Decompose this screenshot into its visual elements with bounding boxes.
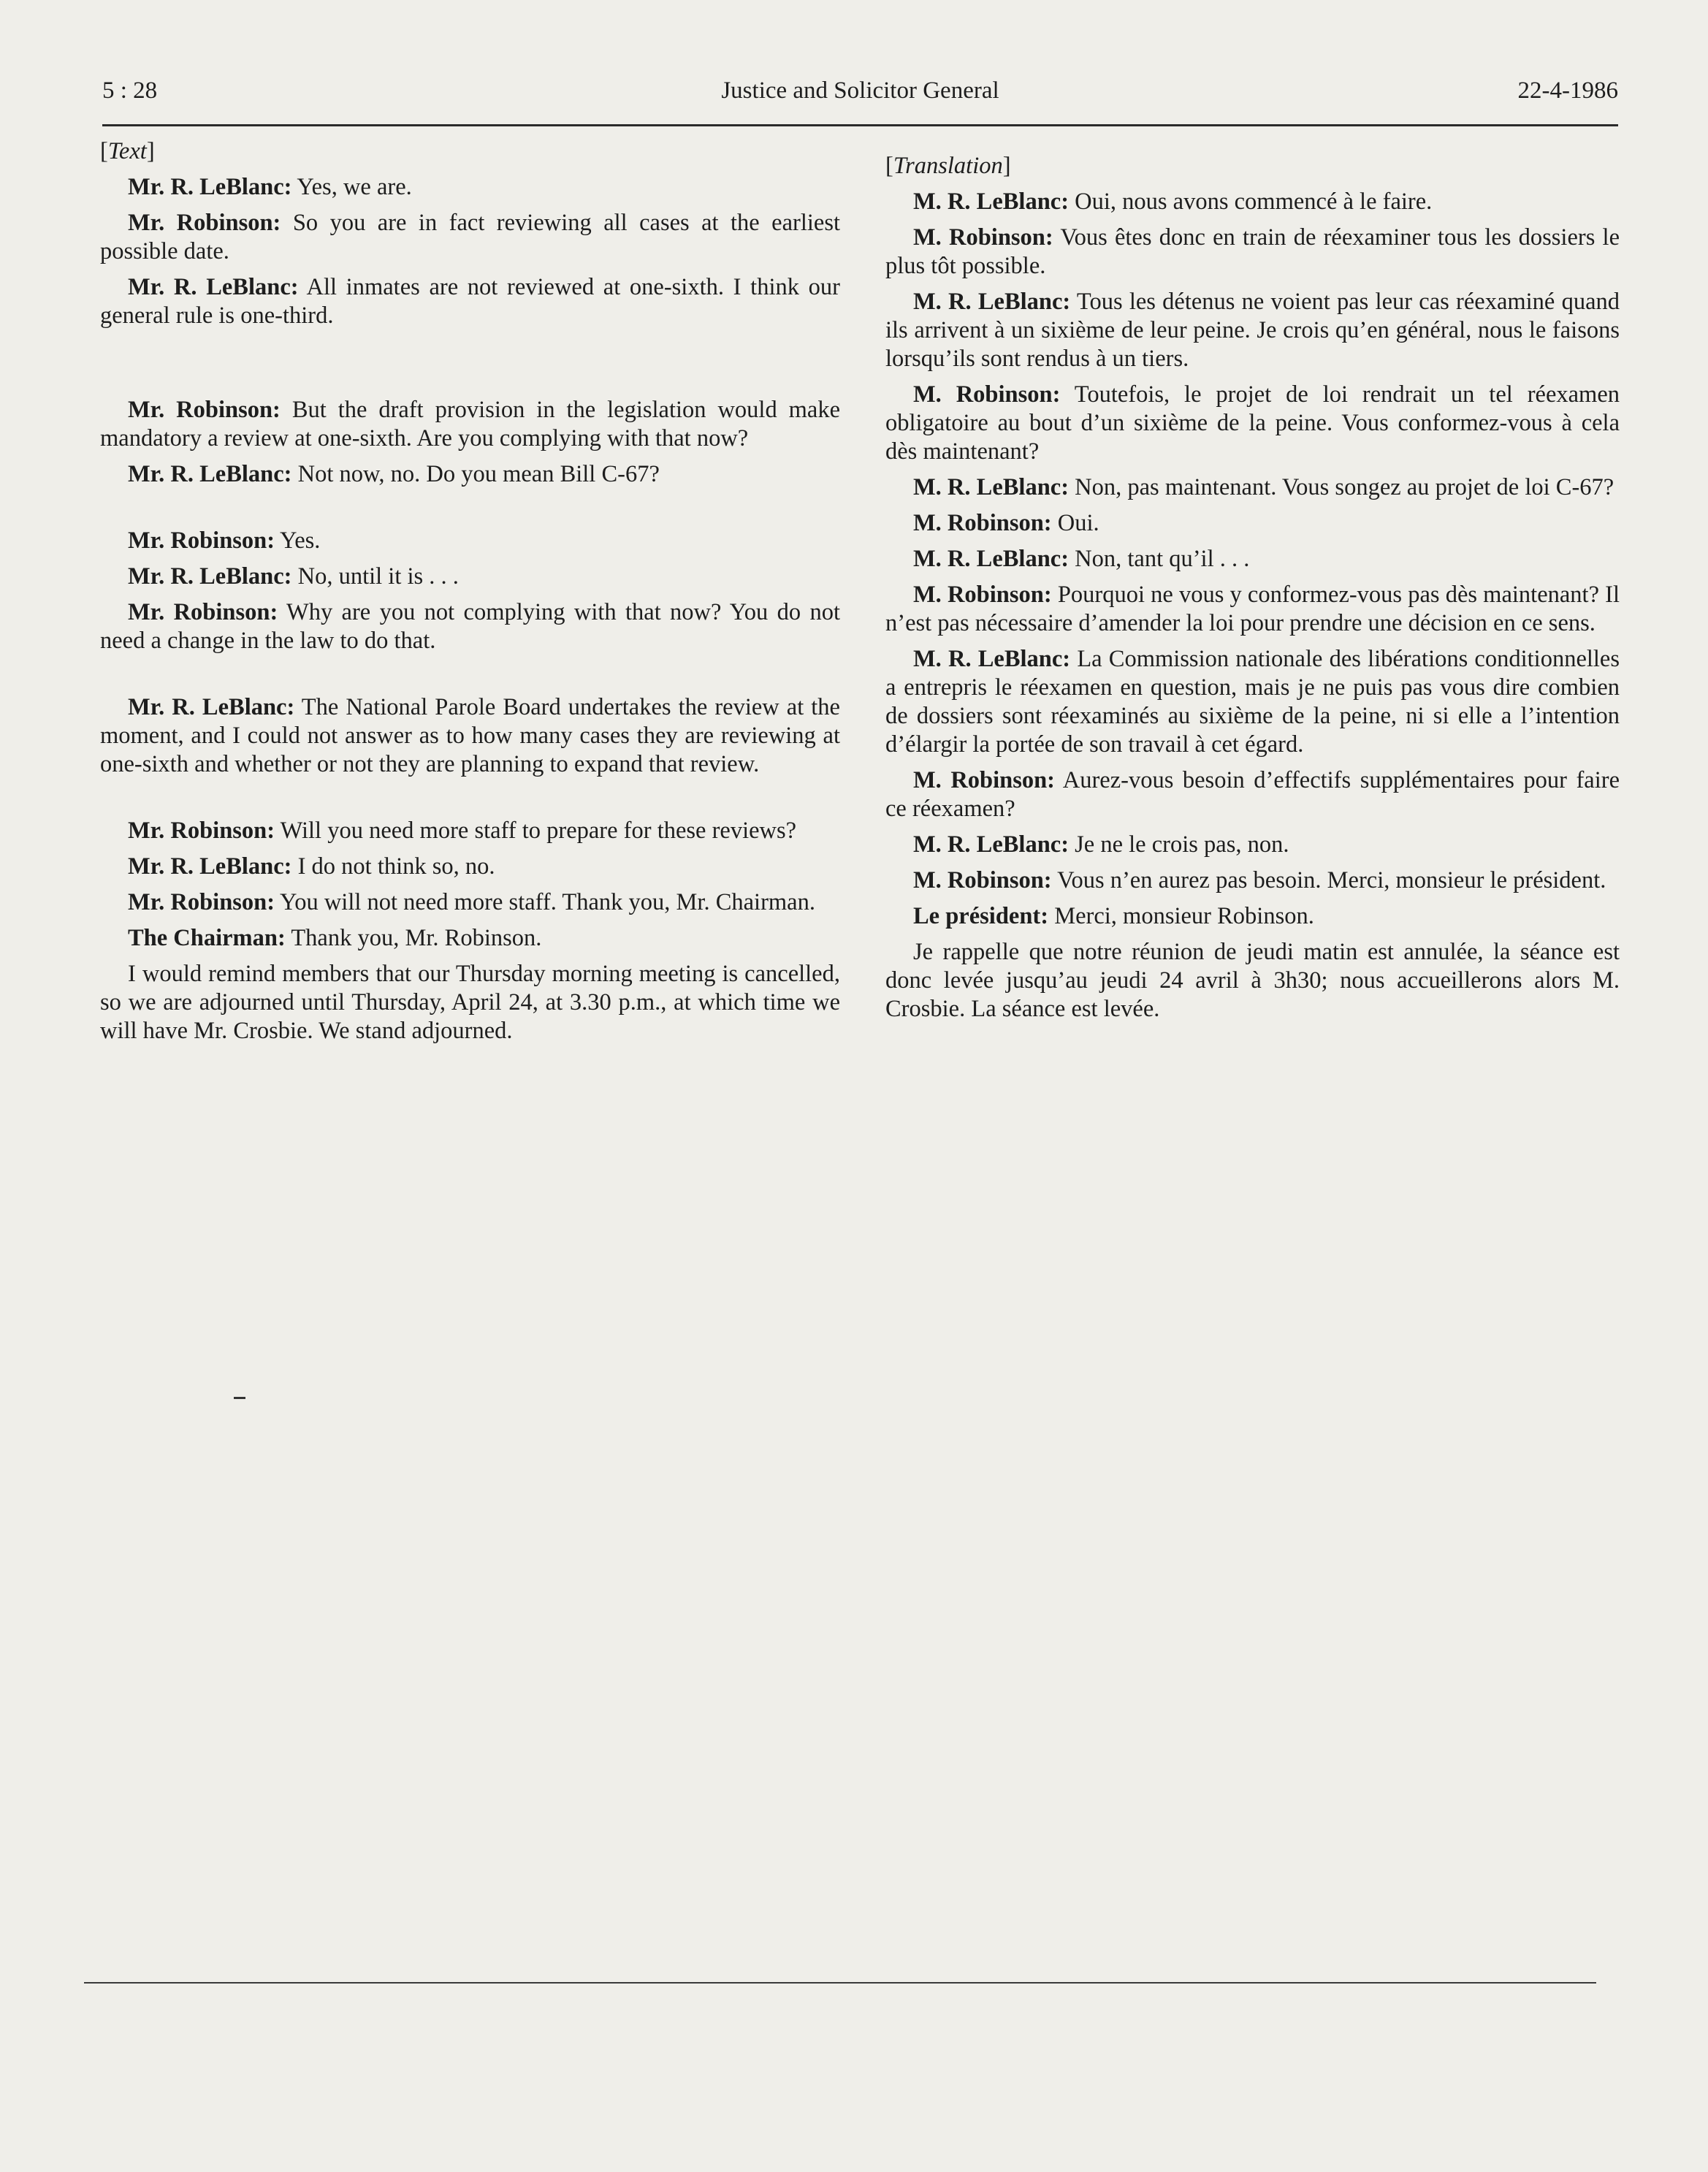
speech: Not now, no. Do you mean Bill C-67? <box>297 461 660 487</box>
speaker: Mr. Robinson: <box>128 818 275 844</box>
speaker: M. Robinson: <box>913 582 1052 608</box>
speech: So you are in fact reviewing all cases at the earliest possible date. <box>100 210 841 264</box>
speaker: M. Robinson: <box>913 224 1053 251</box>
speaker: M. R. LeBlanc: <box>913 188 1070 215</box>
speaker: Mr. R. LeBlanc: <box>128 274 299 300</box>
column-label: [Text] <box>100 138 155 164</box>
speech: Vous êtes donc en train de réexaminer tous les dossiers le plus tôt possible. <box>885 224 1620 279</box>
french-column <box>885 137 1620 1031</box>
speech: But the draft provision in the legislation would make mandatory a review at one-sixth. Are you complying with that now? <box>100 397 841 451</box>
adjournment-paragraph <box>100 960 840 1045</box>
speaker: M. Robinson: <box>913 510 1052 536</box>
transcript-entry <box>885 288 1620 373</box>
speech: Oui, nous avons commencé à le faire. <box>1075 188 1433 215</box>
speaker: Mr. R. LeBlanc: <box>128 563 292 590</box>
speaker: Le président: <box>913 903 1049 929</box>
speech: All inmates are not reviewed at one-sixth. I think our general rule is one-third. <box>100 274 840 329</box>
transcript-entry <box>885 831 1620 859</box>
transcript-entry <box>100 396 840 453</box>
speaker: M. R. LeBlanc: <box>913 646 1071 672</box>
speech: You will not need more staff. Thank you, Mr. Chairman. <box>279 889 815 915</box>
speech: La Commission nationale des libérations conditionnelles a entrepris le réexamen en question, mais je ne puis pas vous dire combien de dossiers sont réexaminés au sixième de la peine, ni si elle a l’intention d’élargir la portée de son travail à cet égard. <box>885 646 1620 758</box>
transcript-entry <box>885 224 1620 281</box>
adjournment-paragraph <box>885 938 1620 1024</box>
speaker: M. R. LeBlanc: <box>913 546 1070 572</box>
speech: Non, tant qu’il . . . <box>1075 546 1250 572</box>
transcript-entry <box>885 866 1620 895</box>
speaker: Mr. Robinson: <box>128 527 275 554</box>
speaker: M. R. LeBlanc: <box>913 289 1071 315</box>
transcript-entry <box>100 209 840 266</box>
transcript-entry <box>885 645 1620 759</box>
header-rule <box>102 124 1618 126</box>
speech: Non, pas maintenant. Vous songez au projet de loi C-67? <box>1075 474 1614 500</box>
transcript-entry <box>100 853 840 881</box>
speech: Je rappelle que notre réunion de jeudi matin est annulée, la séance est donc levée jusqu’au jeudi 24 avril à 3h30; nous accueillerons alors M. Crosbie. La séance est levée. <box>885 939 1620 1022</box>
speech: Why are you not complying with that now? You do not need a change in the law to do that. <box>100 599 841 654</box>
transcript-entry <box>100 173 840 202</box>
transcript-entry <box>885 581 1620 638</box>
transcript-entry <box>885 188 1620 216</box>
transcript-entry <box>100 460 840 489</box>
speaker: M. Robinson: <box>913 867 1052 893</box>
speaker: Mr. R. LeBlanc: <box>128 694 295 720</box>
speech: Pourquoi ne vous y conformez-vous pas dès maintenant? Il n’est pas nécessaire d’amender la loi pour prendre une décision en ce sens. <box>885 582 1620 636</box>
speaker: M. R. LeBlanc: <box>913 831 1070 858</box>
speech: Toutefois, le projet de loi rendrait un tel réexamen obligatoire au bout d’un sixième de la peine. Vous conformez-vous à cela dès maintenant? <box>885 381 1620 465</box>
speech: Merci, monsieur Robinson. <box>1054 903 1314 929</box>
running-title: Justice and Solicitor General <box>721 77 999 104</box>
speaker: Mr. Robinson: <box>128 599 278 625</box>
page-number: 5 : 28 <box>102 77 158 104</box>
speech: Oui. <box>1057 510 1099 536</box>
speaker: The Chairman: <box>128 925 286 951</box>
speech: No, until it is . . . <box>297 563 459 590</box>
speaker: Mr. Robinson: <box>128 210 281 236</box>
header-date: 22-4-1986 <box>1517 77 1618 104</box>
speaker: Mr. Robinson: <box>128 397 281 423</box>
speech: Tous les détenus ne voient pas leur cas réexaminé quand ils arrivent à un sixième de leur peine. Je crois qu’en général, nous le faisons lorsqu’ils sont rendus à un tiers. <box>885 289 1620 372</box>
speech: The National Parole Board undertakes the review at the moment, and I could not answer as to how many cases they are reviewing at one-sixth and whether or not they are planning to expand that review. <box>100 694 840 777</box>
speaker: M. Robinson: <box>913 767 1056 793</box>
speech: Yes. <box>279 527 321 554</box>
footer-rule <box>84 1982 1596 1984</box>
speech: Aurez-vous besoin d’effectifs supplémentaires pour faire ce réexamen? <box>885 767 1620 822</box>
speech: I would remind members that our Thursday morning meeting is cancelled, so we are adjourned until Thursday, April 24, at 3.30 p.m., at which time we will have Mr. Crosbie. We stand adjourned. <box>100 961 840 1044</box>
transcript-entry <box>885 902 1620 931</box>
speaker: Mr. R. LeBlanc: <box>128 174 292 200</box>
transcript-entry <box>885 473 1620 502</box>
speaker: Mr. Robinson: <box>128 889 275 915</box>
transcript-entry <box>100 527 840 555</box>
transcript-entry <box>100 888 840 917</box>
transcript-entry <box>100 817 840 845</box>
transcript-entry <box>100 924 840 953</box>
transcript-entry <box>885 509 1620 538</box>
speech: I do not think so, no. <box>297 853 495 880</box>
speech: Will you need more staff to prepare for these reviews? <box>280 818 797 844</box>
transcript-entry <box>100 598 840 655</box>
transcript-entry <box>885 766 1620 823</box>
english-column <box>100 137 840 1053</box>
transcript-entry <box>885 381 1620 466</box>
speaker: M. R. LeBlanc: <box>913 474 1070 500</box>
speaker: Mr. R. LeBlanc: <box>128 461 292 487</box>
speech: Thank you, Mr. Robinson. <box>291 925 542 951</box>
speech: Vous n’en aurez pas besoin. Merci, monsieur le président. <box>1057 867 1606 893</box>
end-mark <box>234 1397 245 1399</box>
speaker: Mr. R. LeBlanc: <box>128 853 292 880</box>
transcript-entry <box>100 273 840 330</box>
column-label: [Translation] <box>885 153 1011 179</box>
speaker: M. Robinson: <box>913 381 1061 408</box>
transcript-entry <box>885 545 1620 574</box>
speech: Yes, we are. <box>297 174 412 200</box>
speech: Je ne le crois pas, non. <box>1075 831 1289 858</box>
transcript-entry <box>100 563 840 591</box>
transcript-entry <box>100 693 840 779</box>
page-header <box>102 64 1618 113</box>
